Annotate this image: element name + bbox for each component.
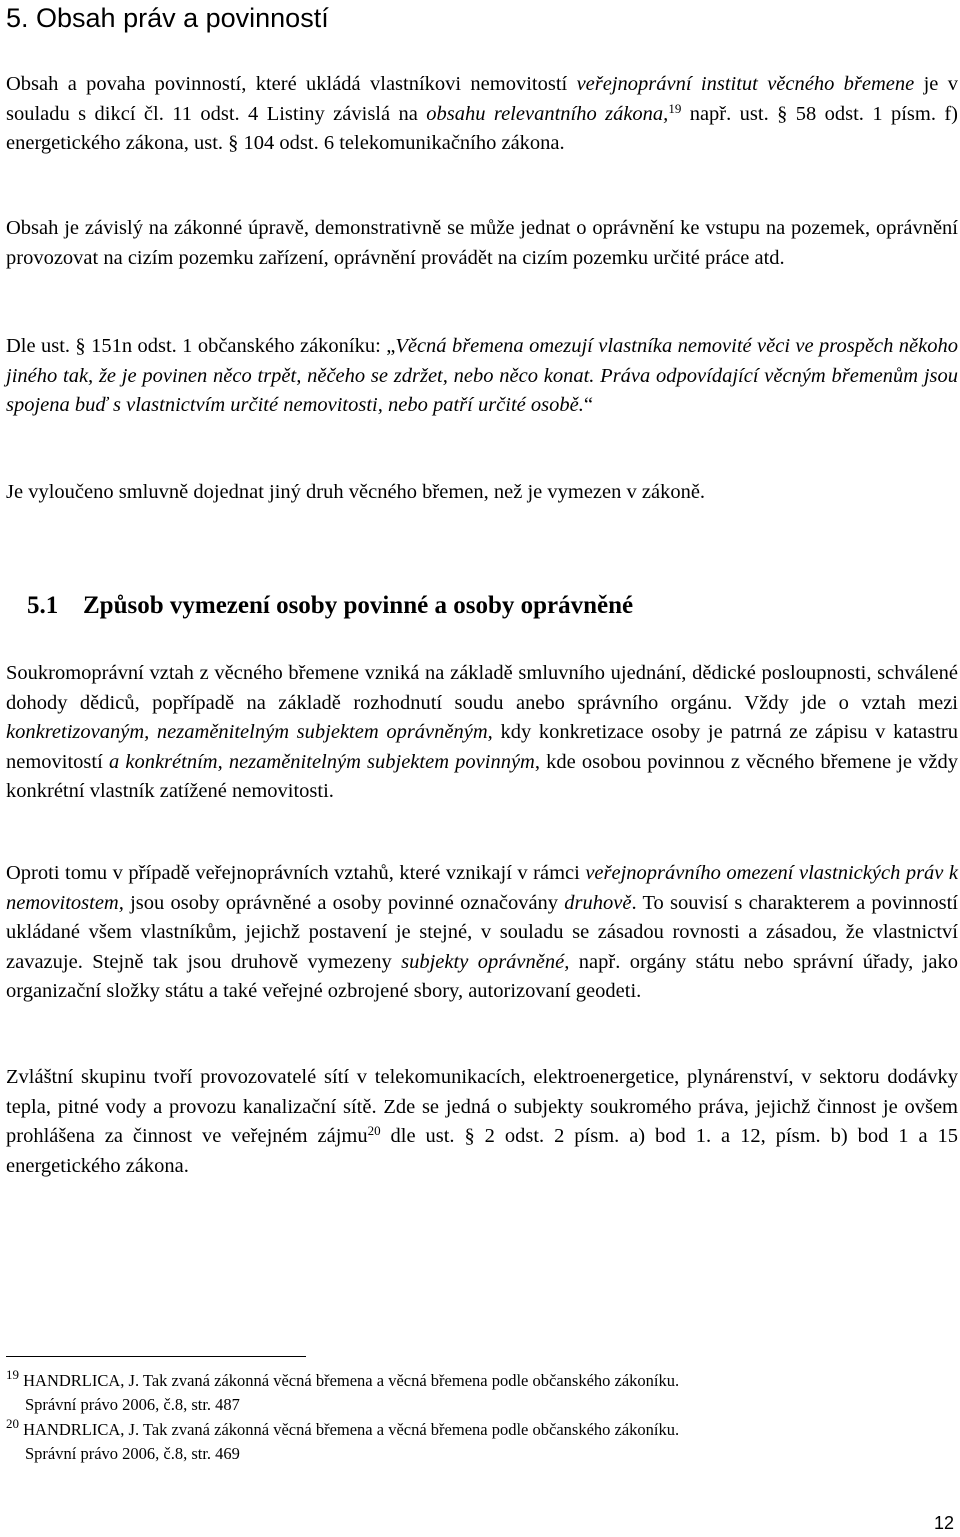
footnote-text: HANDRLICA, J. Tak zvaná zákonná věcná břemena a věcná břemena podle občanského zákoníku. — [19, 1371, 680, 1390]
italic-text: veřejnoprávní institut věcného břemene — [576, 73, 915, 95]
quote-text: Věcná břemena omezují vlastníka nemovité věci ve prospěch někoho jiného tak, že je povinen něco trpět, něčeho se zdržet, nebo něco konat. Práva odpovídající věcným břemenům jsou spojena buď s vlastnictvím určité nemovitosti, nebo patří určité osobě. — [6, 335, 958, 416]
paragraph-7 — [6, 1063, 958, 1181]
text: dle ust. § 2 odst. 2 písm. a) bod 1. a 12, písm. b) bod 1 a 15 energetického zákona. — [6, 1125, 958, 1177]
section-number: 5.1 — [27, 592, 59, 619]
paragraph-1 — [6, 70, 958, 159]
footnote-source: Správní právo 2006, č.8, str. 487 — [25, 1395, 240, 1414]
paragraph-5 — [6, 659, 958, 807]
footnote-source: Správní právo 2006, č.8, str. 469 — [25, 1444, 240, 1463]
text: kdy konkretizace osoby je patrná ze zápisu v katastru nemovitostí — [6, 721, 958, 773]
italic-text: druhově — [564, 891, 632, 914]
text: jsou osoby oprávněné a osoby povinné označovány — [123, 891, 565, 914]
text: , kde osobou povinnou z věcného břemene je vždy konkrétní vlastník zatížené nemovitosti. — [6, 750, 958, 802]
footnote-number: 19 — [6, 1367, 19, 1382]
paragraph-6 — [6, 859, 958, 1007]
text: např. orgány státu nebo správní úřady, jako organizační složky státu a také veřejné ozbrojené sbory, autorizovaní geodeti. — [6, 950, 958, 1002]
footnote-number: 20 — [6, 1416, 19, 1431]
paragraph-3 — [6, 332, 958, 421]
footnote-ref[interactable]: 20 — [367, 1123, 381, 1138]
footnote — [6, 1418, 679, 1466]
text: např. ust. § 58 odst. 1 písm. f) energetického zákona, ust. § 104 odst. 6 telekomunikačního zákona. — [6, 102, 959, 154]
italic-text: a konkrétním, nezaměnitelným subjektem povinným — [108, 750, 535, 773]
text: . To souvisí s charakterem a povinností ukládané všem vlastníkům, jejichž postavení je stejné, v souladu se zásadou rovnosti a zásadou, že vlastnictví zavazuje. Stejně tak jsou druhově vymezeny — [6, 891, 958, 973]
footnote-divider — [6, 1356, 306, 1357]
text: Zvláštní skupinu tvoří provozovatelé sítí v telekomunikacích, elektroenergetice, plynárenství, v sektoru dodávky tepla, pitné vody a provozu kanalizační sítě. Zde se jedná o subjekty soukromého práva, jejichž činnost je ovšem prohlášena za činnost ve veřejném zájmu — [6, 1066, 958, 1147]
italic-text: obsahu relevantního zákona, — [426, 102, 669, 125]
text: “ — [583, 394, 593, 416]
text: Soukromoprávní vztah z věcného břemene vzniká na základě smluvního ujednání, dědické posloupnosti, schválené dohody dědiců, popřípadě na základě rozhodnutí soudu anebo správního orgánu. Vždy jde o vztah mezi — [6, 662, 958, 714]
text: Obsah a povaha povinností, které ukládá vlastníkovi nemovitostí — [6, 73, 577, 95]
italic-text: konkretizovaným, nezaměnitelným subjektem oprávněným, — [6, 721, 493, 743]
footnote — [6, 1369, 679, 1417]
text: je v souladu s dikcí čl. 11 odst. 4 Listiny závislá na — [6, 73, 958, 125]
italic-text: subjekty oprávněné, — [401, 950, 570, 973]
italic-text: veřejnoprávního omezení vlastnických práv k nemovitostem, — [6, 862, 959, 914]
paragraph-2: Obsah je závislý na zákonné úpravě, demonstrativně se může jednat o oprávnění ke vstupu na pozemek, oprávnění provozovat na cizím pozemku zařízení, oprávnění provádět na cizím pozemku určité práce atd. — [6, 217, 958, 269]
section-heading — [6, 590, 633, 622]
text: Oproti tomu v případě veřejnoprávních vztahů, které vznikají v rámci — [6, 862, 586, 884]
footnote-text: HANDRLICA, J. Tak zvaná zákonná věcná břemena a věcná břemena podle občanského zákoníku. — [19, 1420, 680, 1439]
footnote-ref[interactable]: 19 — [668, 100, 682, 116]
section-title: Způsob vymezení osoby povinné a osoby oprávněné — [83, 592, 634, 619]
paragraph-4: Je vyloučeno smluvně dojednat jiný druh věcného břemen, než je vymezen v zákoně. — [6, 481, 706, 503]
chapter-heading: 5. Obsah práv a povinností — [6, 3, 329, 33]
text: Dle ust. § 151n odst. 1 občanského zákoníku: „ — [6, 335, 396, 357]
page-number: 12 — [933, 1513, 954, 1533]
